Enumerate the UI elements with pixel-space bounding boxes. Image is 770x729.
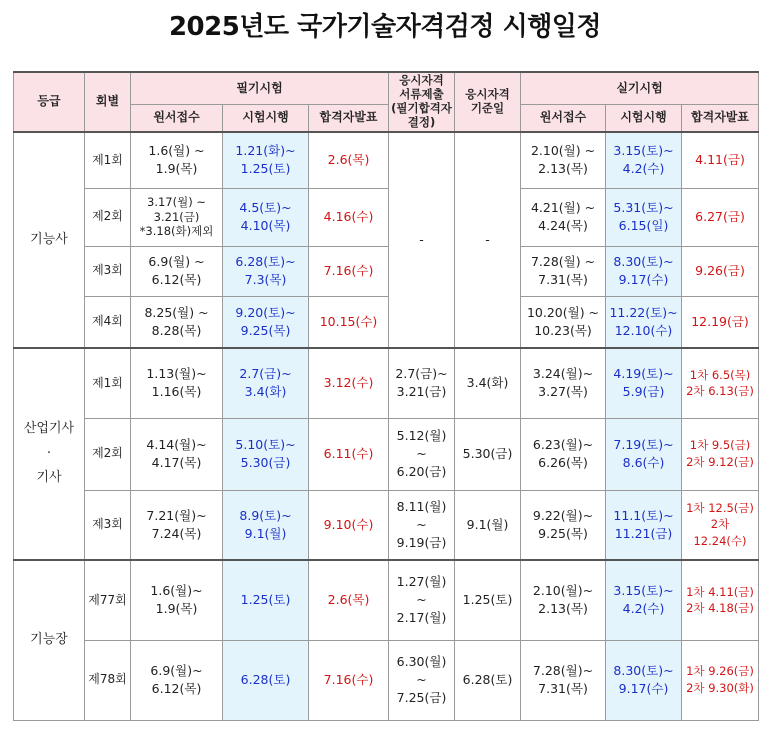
- round-label: 제1회: [85, 348, 131, 418]
- written-apply: 3.17(월) ~ 3.21(금) *3.18(화)제외: [131, 188, 223, 246]
- table-row: [14, 296, 759, 348]
- practical-exam: 11.1(토)~ 11.21(금): [606, 490, 682, 560]
- grade-master: 기능장: [14, 560, 85, 720]
- practical-result: 1차 12.5(금) 2차 12.24(수): [682, 490, 759, 560]
- grade-craftsman: 기능사: [14, 132, 85, 348]
- written-apply: 1.6(월)~ 1.9(목): [131, 560, 223, 640]
- practical-apply: 7.28(월)~ 7.31(목): [521, 640, 606, 720]
- written-exam: 5.10(토)~ 5.30(금): [223, 418, 309, 490]
- practical-apply: 10.20(월) ~ 10.23(목): [521, 296, 606, 348]
- practical-apply: 2.10(월) ~ 2.13(목): [521, 132, 606, 188]
- practical-result: 1차 4.11(금) 2차 4.18(금): [682, 560, 759, 640]
- header-p-result: 합격자발표: [682, 104, 759, 132]
- round-label: 제4회: [85, 296, 131, 348]
- practical-apply: 7.28(월) ~ 7.31(목): [521, 246, 606, 296]
- qual-date: 3.4(화): [455, 348, 521, 418]
- table-row: [14, 348, 759, 418]
- practical-exam: 3.15(토)~ 4.2(수): [606, 560, 682, 640]
- practical-result: 4.11(금): [682, 132, 759, 188]
- written-apply: 6.9(월) ~ 6.12(목): [131, 246, 223, 296]
- practical-exam: 7.19(토)~ 8.6(수): [606, 418, 682, 490]
- practical-apply: 9.22(월)~ 9.25(목): [521, 490, 606, 560]
- written-result: 7.16(수): [309, 640, 389, 720]
- written-result: 3.12(수): [309, 348, 389, 418]
- written-exam: 6.28(토)~ 7.3(목): [223, 246, 309, 296]
- written-result: 9.10(수): [309, 490, 389, 560]
- written-result: 6.11(수): [309, 418, 389, 490]
- written-exam: 2.7(금)~ 3.4(화): [223, 348, 309, 418]
- written-result: 2.6(목): [309, 560, 389, 640]
- header-round: 회별: [85, 72, 131, 132]
- practical-apply: 2.10(월)~ 2.13(목): [521, 560, 606, 640]
- header-practical: 실기시험: [521, 72, 759, 104]
- practical-apply: 3.24(월)~ 3.27(목): [521, 348, 606, 418]
- doc-submit: 5.12(월) ~ 6.20(금): [389, 418, 455, 490]
- doc-submit: 1.27(월) ~ 2.17(월): [389, 560, 455, 640]
- page-title: 2025년도 국가기술자격검정 시행일정: [168, 12, 602, 42]
- qual-date: 9.1(월): [455, 490, 521, 560]
- table-row: [14, 246, 759, 296]
- written-result: 2.6(목): [309, 132, 389, 188]
- written-exam: 4.5(토)~ 4.10(목): [223, 188, 309, 246]
- round-label: 제3회: [85, 246, 131, 296]
- header-qual-date: 응시자격 기준일: [455, 72, 521, 132]
- round-label: 제77회: [85, 560, 131, 640]
- written-exam: 8.9(토)~ 9.1(월): [223, 490, 309, 560]
- written-apply: 1.6(월) ~ 1.9(목): [131, 132, 223, 188]
- written-apply: 7.21(월)~ 7.24(목): [131, 490, 223, 560]
- practical-result: 1차 6.5(목) 2차 6.13(금): [682, 348, 759, 418]
- round-label: 제2회: [85, 418, 131, 490]
- written-apply: 1.13(월)~ 1.16(목): [131, 348, 223, 418]
- practical-result: 1차 9.5(금) 2차 9.12(금): [682, 418, 759, 490]
- practical-result: 12.19(금): [682, 296, 759, 348]
- schedule-table: [13, 71, 759, 721]
- round-label: 제3회: [85, 490, 131, 560]
- practical-result: 6.27(금): [682, 188, 759, 246]
- header-grade: 등급: [14, 72, 85, 132]
- practical-result: 1차 9.26(금) 2차 9.30(화): [682, 640, 759, 720]
- grade-engineer: 산업기사 · 기사: [14, 348, 85, 560]
- practical-exam: 3.15(토)~ 4.2(수): [606, 132, 682, 188]
- doc-submit: 2.7(금)~ 3.21(금): [389, 348, 455, 418]
- practical-result: 9.26(금): [682, 246, 759, 296]
- practical-exam: 8.30(토)~ 9.17(수): [606, 246, 682, 296]
- qual-date: 5.30(금): [455, 418, 521, 490]
- written-apply: 4.14(월)~ 4.17(목): [131, 418, 223, 490]
- header-doc-submit: 응시자격 서류제출 (필기합격자 결정): [389, 72, 455, 132]
- qual-date: 6.28(토): [455, 640, 521, 720]
- qual-date: -: [455, 132, 521, 348]
- written-exam: 1.25(토): [223, 560, 309, 640]
- qual-date: 1.25(토): [455, 560, 521, 640]
- table-row: [14, 490, 759, 560]
- written-exam: 6.28(토): [223, 640, 309, 720]
- written-result: 7.16(수): [309, 246, 389, 296]
- practical-apply: 6.23(월)~ 6.26(목): [521, 418, 606, 490]
- doc-submit: 8.11(월) ~ 9.19(금): [389, 490, 455, 560]
- practical-apply: 4.21(월) ~ 4.24(목): [521, 188, 606, 246]
- doc-submit: 6.30(월) ~ 7.25(금): [389, 640, 455, 720]
- doc-submit: -: [389, 132, 455, 348]
- practical-exam: 5.31(토)~ 6.15(일): [606, 188, 682, 246]
- table-row: [14, 418, 759, 490]
- round-label: 제1회: [85, 132, 131, 188]
- table-row: [14, 640, 759, 720]
- table-row: [14, 132, 759, 188]
- header-w-result: 합격자발표: [309, 104, 389, 132]
- written-exam: 1.21(화)~ 1.25(토): [223, 132, 309, 188]
- header-w-apply: 원서접수: [131, 104, 223, 132]
- header-p-apply: 원서접수: [521, 104, 606, 132]
- header-p-exam: 시험시행: [606, 104, 682, 132]
- round-label: 제78회: [85, 640, 131, 720]
- written-apply: 6.9(월)~ 6.12(목): [131, 640, 223, 720]
- written-result: 4.16(수): [309, 188, 389, 246]
- round-label: 제2회: [85, 188, 131, 246]
- written-apply: 8.25(월) ~ 8.28(목): [131, 296, 223, 348]
- header-w-exam: 시험시행: [223, 104, 309, 132]
- practical-exam: 11.22(토)~ 12.10(수): [606, 296, 682, 348]
- written-result: 10.15(수): [309, 296, 389, 348]
- written-exam: 9.20(토)~ 9.25(목): [223, 296, 309, 348]
- header-written: 필기시험: [131, 72, 389, 104]
- practical-exam: 8.30(토)~ 9.17(수): [606, 640, 682, 720]
- table-row: [14, 188, 759, 246]
- practical-exam: 4.19(토)~ 5.9(금): [606, 348, 682, 418]
- table-row: [14, 560, 759, 640]
